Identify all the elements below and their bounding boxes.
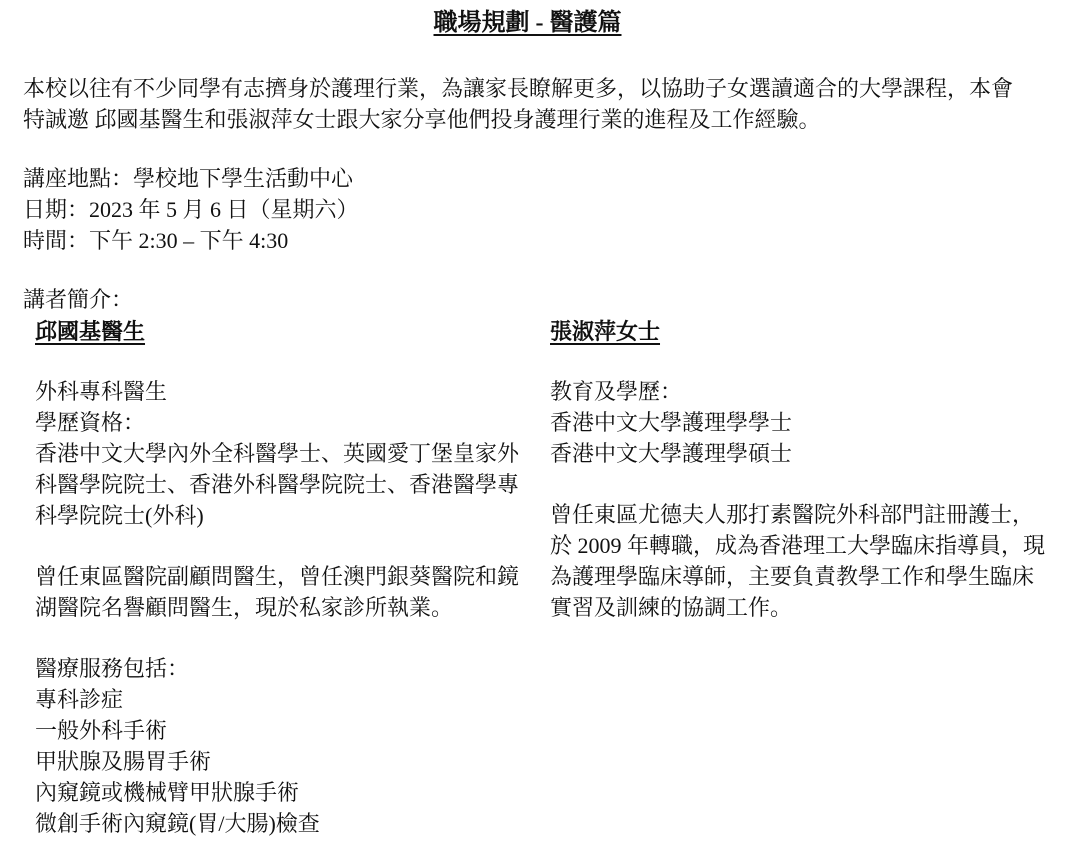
experience-text: 曾任東區醫院副顧問醫生，曾任澳門銀葵醫院和鏡湖醫院名譽顧問醫生，現於私家診所執業。 [35,564,520,620]
qualifications-text: 香港中文大學內外全科醫學士、英國愛丁堡皇家外科醫學院院士、香港外科醫學院院士、香港醫學專科學院院士(外科) [35,441,520,528]
speakers-label: 講者簡介： [23,287,134,312]
service-item: 一般外科手術 [35,718,168,743]
service-item: 甲狀腺及腸胃手術 [35,749,212,774]
service-item: 內窺鏡或機械臂甲狀腺手術 [35,780,300,805]
speaker-column-yau [35,316,525,839]
qualifications-label: 學歷資格： [35,410,146,435]
speaker-name: 張淑萍女士 [550,319,661,344]
intro-paragraph: 本校以往有不少同學有志擠身於護理行業，為讓家長瞭解更多，以協助子女選讀適合的大學課程，本會特誠邀 邱國基醫生和張淑萍女士跟大家分享他們投身護理行業的進程及工作經驗。 [23,76,1014,132]
education-item: 香港中文大學護理學碩士 [550,441,793,466]
service-item: 專科診症 [35,687,124,712]
services-label: 醫療服務包括： [35,656,190,681]
services-block [35,653,525,839]
event-info [23,163,723,256]
service-item: 微創手術內窺鏡(胃/大腸)檢查 [35,811,320,836]
speaker-column-cheung [550,316,1045,623]
date-line: 日期：2023 年 5 月 6 日（星期六） [23,197,359,222]
experience-text: 曾任東區尤德夫人那打素醫院外科部門註冊護士，於 2009 年轉職，成為香港理工大學臨床指導員，現為護理學臨床導師，主要負責教學工作和學生臨床實習及訓練的協調工作。 [550,502,1046,620]
education-item: 香港中文大學護理學學士 [550,410,793,435]
time-line: 時間：下午 2:30 – 下午 4:30 [23,228,289,253]
speaker-name: 邱國基醫生 [35,319,146,344]
document-title: 職場規劃 - 醫護篇 [433,10,622,36]
education-label: 教育及學歷： [550,379,683,404]
venue-line: 講座地點：學校地下學生活動中心 [23,166,354,191]
education-block [550,376,1045,469]
speaker-title: 外科專科醫生 [35,379,168,404]
speaker-credentials [35,376,525,531]
